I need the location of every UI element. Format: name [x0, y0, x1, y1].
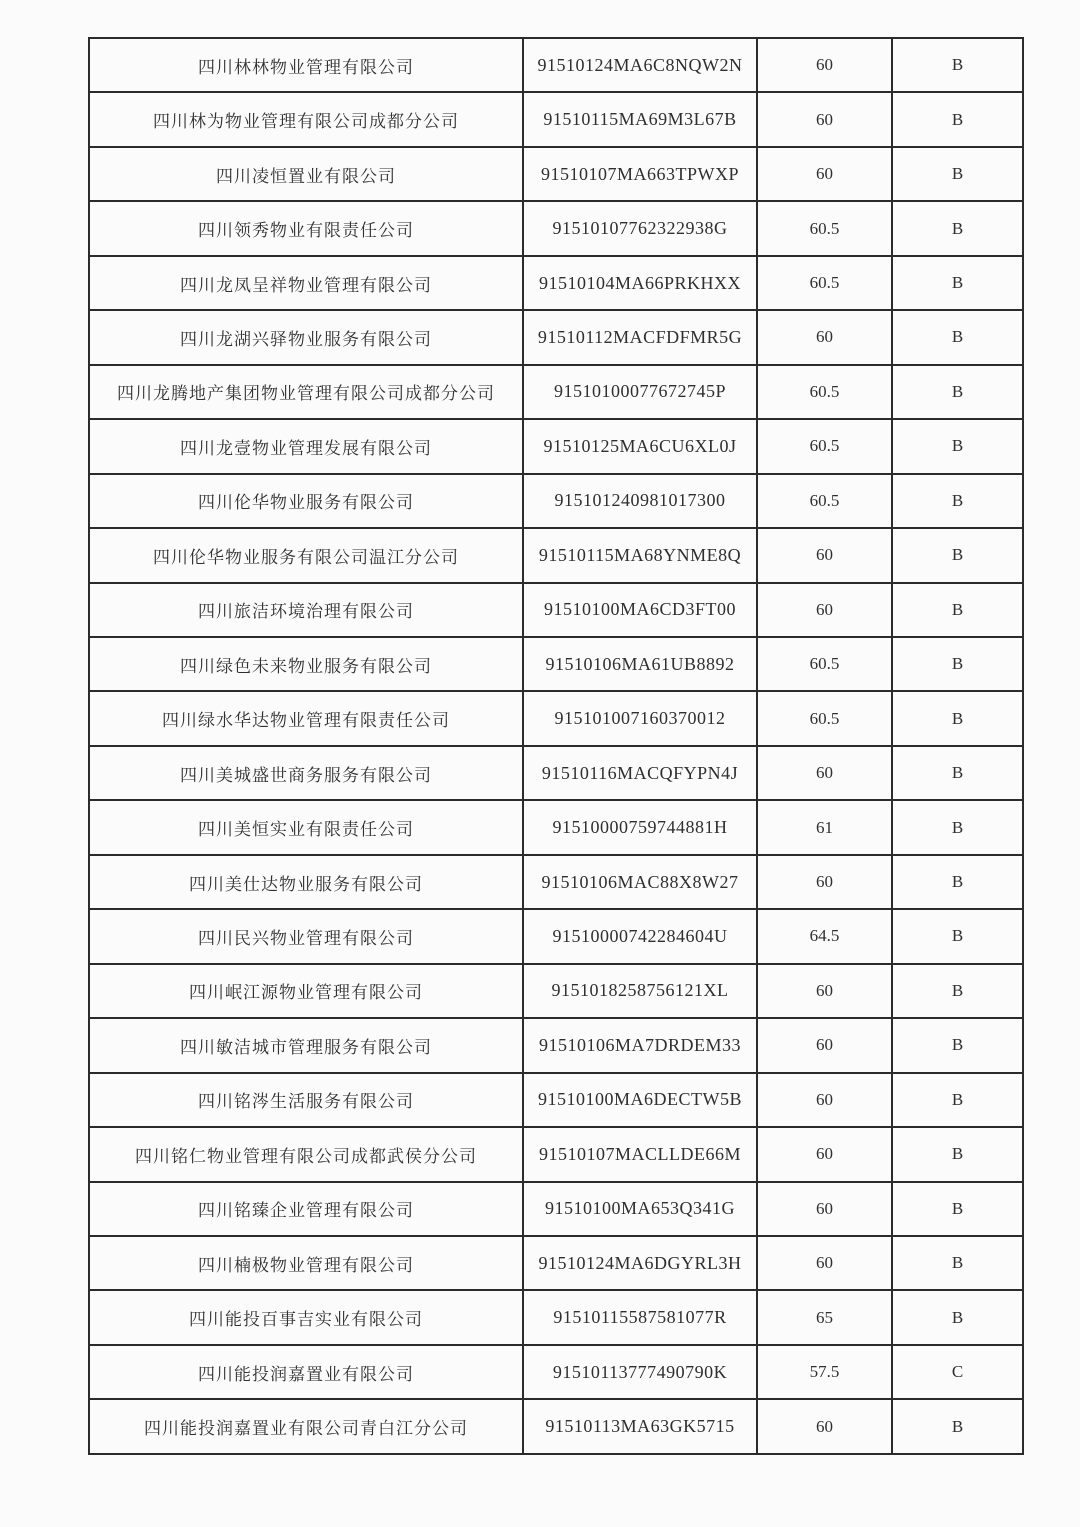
cell-company-name: 四川美仕达物业服务有限公司	[89, 855, 523, 909]
cell-grade: B	[892, 855, 1023, 909]
cell-company-name: 四川美恒实业有限责任公司	[89, 800, 523, 854]
cell-score: 60.5	[757, 637, 892, 691]
cell-score: 60	[757, 147, 892, 201]
cell-company-name: 四川铭仁物业管理有限公司成都武侯分公司	[89, 1127, 523, 1181]
cell-company-name: 四川美城盛世商务服务有限公司	[89, 746, 523, 800]
cell-grade: B	[892, 419, 1023, 473]
cell-grade: B	[892, 800, 1023, 854]
table-row	[89, 474, 1023, 528]
cell-score: 60	[757, 38, 892, 92]
cell-credit-code: 91510104MA66PRKHXX	[523, 256, 757, 310]
table-row	[89, 691, 1023, 745]
cell-grade: B	[892, 38, 1023, 92]
cell-company-name: 四川绿色未来物业服务有限公司	[89, 637, 523, 691]
cell-score: 60.5	[757, 365, 892, 419]
cell-score: 60.5	[757, 474, 892, 528]
cell-company-name: 四川能投润嘉置业有限公司	[89, 1345, 523, 1399]
cell-score: 60	[757, 1127, 892, 1181]
cell-grade: B	[892, 637, 1023, 691]
cell-company-name: 四川林林物业管理有限公司	[89, 38, 523, 92]
cell-grade: B	[892, 1182, 1023, 1236]
table-row	[89, 1182, 1023, 1236]
cell-company-name: 四川民兴物业管理有限公司	[89, 909, 523, 963]
cell-credit-code: 91510107MACLLDE66M	[523, 1127, 757, 1181]
cell-grade: B	[892, 1290, 1023, 1344]
cell-company-name: 四川龙腾地产集团物业管理有限公司成都分公司	[89, 365, 523, 419]
table-row	[89, 637, 1023, 691]
table-row	[89, 528, 1023, 582]
cell-company-name: 四川凌恒置业有限公司	[89, 147, 523, 201]
table-row	[89, 1290, 1023, 1344]
cell-company-name: 四川绿水华达物业管理有限责任公司	[89, 691, 523, 745]
table-row	[89, 800, 1023, 854]
cell-company-name: 四川铭臻企业管理有限公司	[89, 1182, 523, 1236]
cell-company-name: 四川旅洁环境治理有限公司	[89, 583, 523, 637]
cell-score: 61	[757, 800, 892, 854]
cell-company-name: 四川龙湖兴驿物业服务有限公司	[89, 310, 523, 364]
cell-score: 60	[757, 964, 892, 1018]
cell-grade: B	[892, 691, 1023, 745]
cell-grade: B	[892, 1236, 1023, 1290]
table-row	[89, 419, 1023, 473]
cell-credit-code: 91510106MA61UB8892	[523, 637, 757, 691]
cell-grade: B	[892, 256, 1023, 310]
cell-credit-code: 915101007160370012	[523, 691, 757, 745]
cell-company-name: 四川林为物业管理有限公司成都分公司	[89, 92, 523, 146]
cell-credit-code: 91510113MA63GK5715	[523, 1399, 757, 1454]
table-row	[89, 1399, 1023, 1454]
table-row	[89, 147, 1023, 201]
cell-credit-code: 91510100077672745P	[523, 365, 757, 419]
table-row	[89, 38, 1023, 92]
cell-credit-code: 91510100MA6DECTW5B	[523, 1073, 757, 1127]
cell-grade: B	[892, 1018, 1023, 1072]
cell-credit-code: 91510106MA7DRDEM33	[523, 1018, 757, 1072]
cell-company-name: 四川敏洁城市管理服务有限公司	[89, 1018, 523, 1072]
cell-score: 65	[757, 1290, 892, 1344]
table-row	[89, 92, 1023, 146]
table-body	[89, 38, 1023, 1454]
cell-credit-code: 91510107762322938G	[523, 201, 757, 255]
table-row	[89, 310, 1023, 364]
cell-credit-code: 9151018258756121XL	[523, 964, 757, 1018]
cell-grade: B	[892, 746, 1023, 800]
cell-score: 60.5	[757, 256, 892, 310]
cell-company-name: 四川龙壹物业管理发展有限公司	[89, 419, 523, 473]
cell-score: 60	[757, 746, 892, 800]
table-row	[89, 746, 1023, 800]
cell-score: 60	[757, 1182, 892, 1236]
table-row	[89, 1073, 1023, 1127]
cell-grade: B	[892, 1399, 1023, 1454]
table-row	[89, 365, 1023, 419]
cell-grade: B	[892, 1073, 1023, 1127]
table-row	[89, 1236, 1023, 1290]
cell-credit-code: 91510113777490790K	[523, 1345, 757, 1399]
cell-company-name: 四川龙凤呈祥物业管理有限公司	[89, 256, 523, 310]
cell-credit-code: 91510000759744881H	[523, 800, 757, 854]
table-row	[89, 201, 1023, 255]
cell-score: 57.5	[757, 1345, 892, 1399]
cell-score: 60.5	[757, 691, 892, 745]
cell-score: 60.5	[757, 419, 892, 473]
cell-score: 60.5	[757, 201, 892, 255]
cell-score: 60	[757, 1073, 892, 1127]
cell-grade: B	[892, 92, 1023, 146]
cell-credit-code: 91510116MACQFYPN4J	[523, 746, 757, 800]
cell-grade: B	[892, 1127, 1023, 1181]
cell-score: 60	[757, 1399, 892, 1454]
table-row	[89, 855, 1023, 909]
company-credit-rating-table	[88, 37, 1024, 1455]
cell-credit-code: 91510115MA68YNME8Q	[523, 528, 757, 582]
table-row	[89, 1018, 1023, 1072]
cell-company-name: 四川伦华物业服务有限公司	[89, 474, 523, 528]
cell-credit-code: 91510124MA6C8NQW2N	[523, 38, 757, 92]
cell-grade: B	[892, 583, 1023, 637]
cell-grade: B	[892, 201, 1023, 255]
cell-company-name: 四川领秀物业有限责任公司	[89, 201, 523, 255]
cell-company-name: 四川能投润嘉置业有限公司青白江分公司	[89, 1399, 523, 1454]
table-row	[89, 256, 1023, 310]
cell-score: 60	[757, 1018, 892, 1072]
cell-credit-code: 91510100MA653Q341G	[523, 1182, 757, 1236]
cell-grade: B	[892, 964, 1023, 1018]
cell-grade: C	[892, 1345, 1023, 1399]
cell-score: 60	[757, 1236, 892, 1290]
cell-credit-code: 91510124MA6DGYRL3H	[523, 1236, 757, 1290]
table-row	[89, 1345, 1023, 1399]
cell-grade: B	[892, 528, 1023, 582]
cell-credit-code: 91510115587581077R	[523, 1290, 757, 1344]
cell-score: 60	[757, 92, 892, 146]
cell-credit-code: 91510107MA663TPWXP	[523, 147, 757, 201]
cell-grade: B	[892, 147, 1023, 201]
cell-score: 64.5	[757, 909, 892, 963]
cell-grade: B	[892, 365, 1023, 419]
cell-score: 60	[757, 583, 892, 637]
cell-company-name: 四川能投百事吉实业有限公司	[89, 1290, 523, 1344]
table-row	[89, 909, 1023, 963]
cell-score: 60	[757, 528, 892, 582]
cell-company-name: 四川楠极物业管理有限公司	[89, 1236, 523, 1290]
table-row	[89, 1127, 1023, 1181]
cell-company-name: 四川伦华物业服务有限公司温江分公司	[89, 528, 523, 582]
cell-credit-code: 91510125MA6CU6XL0J	[523, 419, 757, 473]
cell-score: 60	[757, 310, 892, 364]
table-row	[89, 964, 1023, 1018]
cell-grade: B	[892, 310, 1023, 364]
cell-credit-code: 91510106MAC88X8W27	[523, 855, 757, 909]
cell-company-name: 四川铭涔生活服务有限公司	[89, 1073, 523, 1127]
cell-credit-code: 91510000742284604U	[523, 909, 757, 963]
cell-credit-code: 915101240981017300	[523, 474, 757, 528]
cell-grade: B	[892, 474, 1023, 528]
cell-grade: B	[892, 909, 1023, 963]
table-row	[89, 583, 1023, 637]
cell-credit-code: 91510100MA6CD3FT00	[523, 583, 757, 637]
cell-score: 60	[757, 855, 892, 909]
cell-company-name: 四川岷江源物业管理有限公司	[89, 964, 523, 1018]
cell-credit-code: 91510115MA69M3L67B	[523, 92, 757, 146]
cell-credit-code: 91510112MACFDFMR5G	[523, 310, 757, 364]
